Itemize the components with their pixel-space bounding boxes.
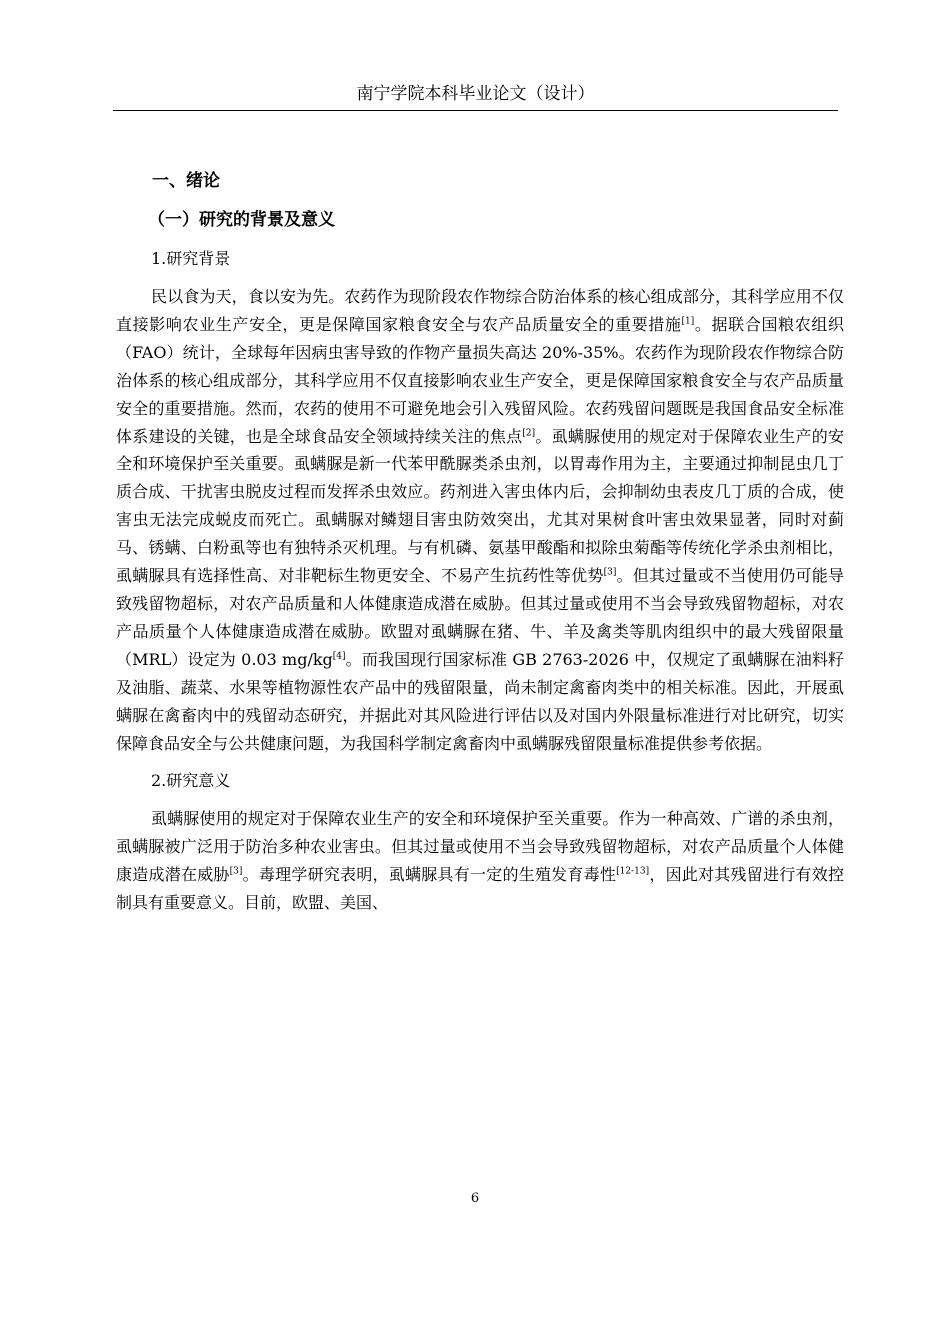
citation-ref: [4] xyxy=(332,651,346,662)
text-run: 民以食为天，食以安为先。农药作为现阶段农作物综合防治体系的核心组成部分，其科学应用不仅直接影响农业生产安全，更是保障国家粮食安全与农产品质量安全的重要措施 xyxy=(116,287,844,334)
subheading-significance: 2.研究意义 xyxy=(151,771,231,791)
citation-ref: [12-13] xyxy=(616,866,650,877)
header-title: 南宁学院本科毕业论文（设计） xyxy=(356,84,595,104)
section-heading: 一、绪论 xyxy=(152,171,220,191)
text-run: 。但其过量或不当使用仍可能导致残留物超标，对农产品质量和人体健康造成潜在威胁。但其过量或使用不当会导致残留物超标，对农产品质量个人体健康造成潜在威胁。欧盟对虱螨脲在猪、牛、羊及禽类等肌肉组织中的最大残留限量（MRL）设定为 0.03 mg/kg xyxy=(116,566,844,669)
text-run: 。虱螨脲使用的规定对于保障农业生产的安全和环境保护至关重要。虱螨脲是新一代苯甲酰脲类杀虫剂，以胃毒作用为主，主要通过抑制昆虫几丁质合成、干扰害虫脱皮过程而发挥杀虫效应。药剂进入害虫体内后，会抑制幼虫表皮几丁质的合成，使害虫无法完成蜕皮而死亡。虱螨脲对鳞翅目害虫防效突出，尤其对果树食叶害虫效果显著，同时对蓟马、锈螨、白粉虱等也有独特杀灭机理。与有机磷、氨基甲酸酯和拟除虫菊酯等传统化学杀虫剂相比，虱螨脲具有选择性高、对非靶标生物更安全、不易产生抗药性等优势 xyxy=(116,426,844,586)
citation-ref: [3] xyxy=(229,866,243,877)
paragraph-background xyxy=(116,283,844,757)
text-run: 。据联合国粮农组织（FAO）统计，全球每年因病虫害导致的作物产量损失高达 20%-35%。农药作为现阶段农作物综合防治体系的核心组成部分，其科学应用不仅直接影响农业生产安全，更是保障国家粮食安全与农产品质量安全的重要措施。然而，农药的使用不可避免地会引入残留风险。农药残留问题既是我国食品安全标准体系建设的关键，也是全球食品安全领域持续关注的焦点 xyxy=(116,314,844,446)
citation-ref: [2] xyxy=(522,428,536,439)
text-run: 。而我国现行国家标准 GB 2763-2026 中，仅规定了虱螨脲在油料籽及油脂、蔬菜、水果等植物源性农产品中的残留限量，尚未制定禽畜肉类中的相关标准。因此，开展虱螨脲在禽畜肉中的残留动态研究，并据此对其风险进行评估以及对国内外限量标准进行对比研究，切实保障食品安全与公共健康问题，为我国科学制定禽畜肉中虱螨脲残留限量标准提供参考依据。 xyxy=(116,649,844,753)
citation-ref: [3] xyxy=(603,567,617,578)
subheading-background: 1.研究背景 xyxy=(151,249,231,268)
citation-ref: [1] xyxy=(681,316,695,327)
page-footer xyxy=(0,1190,950,1208)
page-header xyxy=(113,82,838,111)
text-run: 虱螨脲使用的规定对于保障农业生产的安全和环境保护至关重要。作为一种高效、广谱的杀虫剂，虱螨脲被广泛用于防治多种农业害虫。但其过量或使用不当会导致残留物超标，对农产品质量个人体健康造成潜在威胁 xyxy=(116,809,844,885)
page-number: 6 xyxy=(470,1191,480,1206)
text-run: 。毒理学研究表明，虱螨脲具有一定的生殖发育毒性 xyxy=(242,865,617,885)
document-body xyxy=(116,168,844,927)
subsection-heading: （一）研究的背景及意义 xyxy=(148,210,335,230)
text-run: ，因此对其残留进行有效控制具有重要意义。目前，欧盟、美国、 xyxy=(116,865,844,913)
paragraph-significance xyxy=(116,805,844,917)
